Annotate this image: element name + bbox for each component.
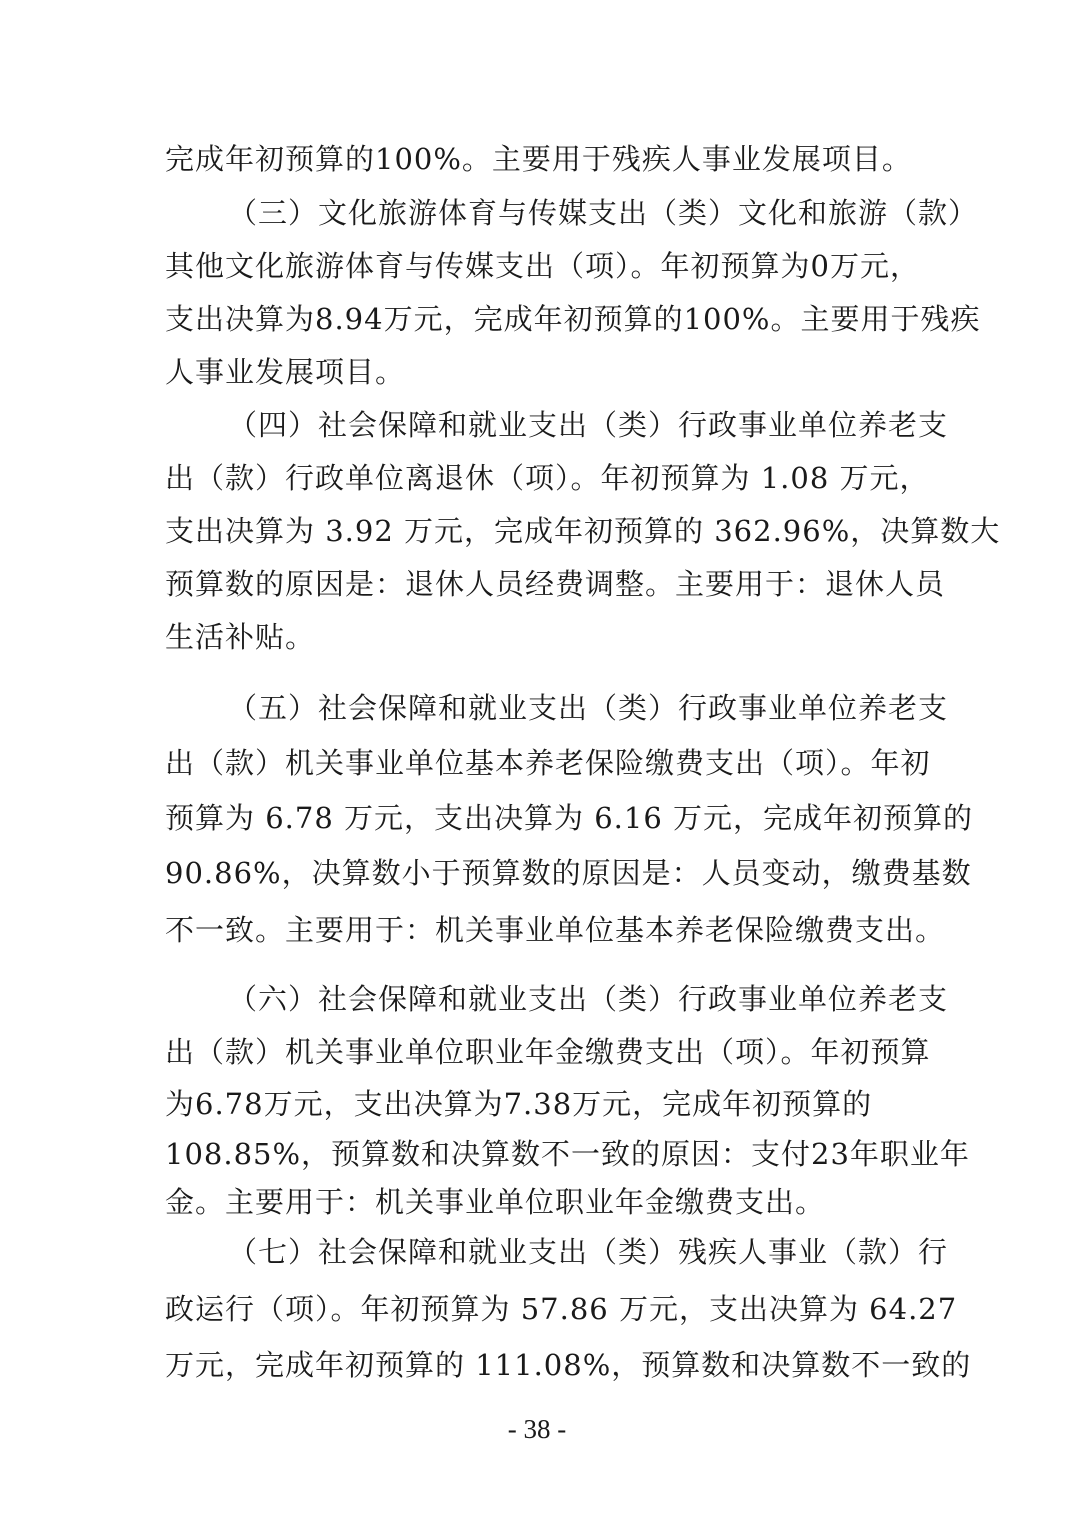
text-line: 出（款）行政单位离退休（项）。年初预算为 1.08 万元， (165, 461, 930, 495)
text-line: 支出决算为 3.92 万元，完成年初预算的 362.96%，决算数大 (165, 514, 1001, 548)
section-heading-line: （七）社会保障和就业支出（类）残疾人事业（款）行 (228, 1235, 949, 1269)
section-heading-line: （四）社会保障和就业支出（类）行政事业单位养老支 (228, 408, 949, 442)
text-line: 政运行（项）。年初预算为 57.86 万元，支出决算为 64.27 (165, 1292, 958, 1326)
text-line: 金。主要用于：机关事业单位职业年金缴费支出。 (165, 1185, 826, 1219)
text-line: 108.85%，预算数和决算数不一致的原因：支付23年职业年 (165, 1137, 970, 1171)
text-line: 万元，完成年初预算的 111.08%，预算数和决算数不一致的 (165, 1348, 972, 1382)
section-heading-line: （三）文化旅游体育与传媒支出（类）文化和旅游（款） (228, 196, 979, 230)
text-line: 出（款）机关事业单位职业年金缴费支出（项）。年初预算 (165, 1035, 931, 1069)
section-heading-line: （五）社会保障和就业支出（类）行政事业单位养老支 (228, 691, 949, 725)
text-line: 人事业发展项目。 (165, 355, 406, 389)
text-line: 支出决算为8.94万元，完成年初预算的100%。主要用于残疾 (165, 302, 981, 336)
text-line: 出（款）机关事业单位基本养老保险缴费支出（项）。年初 (165, 746, 931, 780)
text-line: 不一致。主要用于：机关事业单位基本养老保险缴费支出。 (165, 913, 946, 947)
text-line: 90.86%，决算数小于预算数的原因是：人员变动，缴费基数 (165, 856, 972, 890)
text-line: 生活补贴。 (165, 620, 316, 654)
text-line: 预算数的原因是：退休人员经费调整。主要用于：退休人员 (165, 567, 946, 601)
text-line: 其他文化旅游体育与传媒支出（项）。年初预算为0万元， (165, 249, 920, 283)
text-line: 为6.78万元，支出决算为7.38万元，完成年初预算的 (165, 1087, 873, 1121)
section-heading-line: （六）社会保障和就业支出（类）行政事业单位养老支 (228, 982, 949, 1016)
page-number: - 38 - (507, 1414, 567, 1444)
text-line: 预算为 6.78 万元，支出决算为 6.16 万元，完成年初预算的 (165, 801, 974, 835)
text-line: 完成年初预算的100%。主要用于残疾人事业发展项目。 (165, 142, 912, 176)
